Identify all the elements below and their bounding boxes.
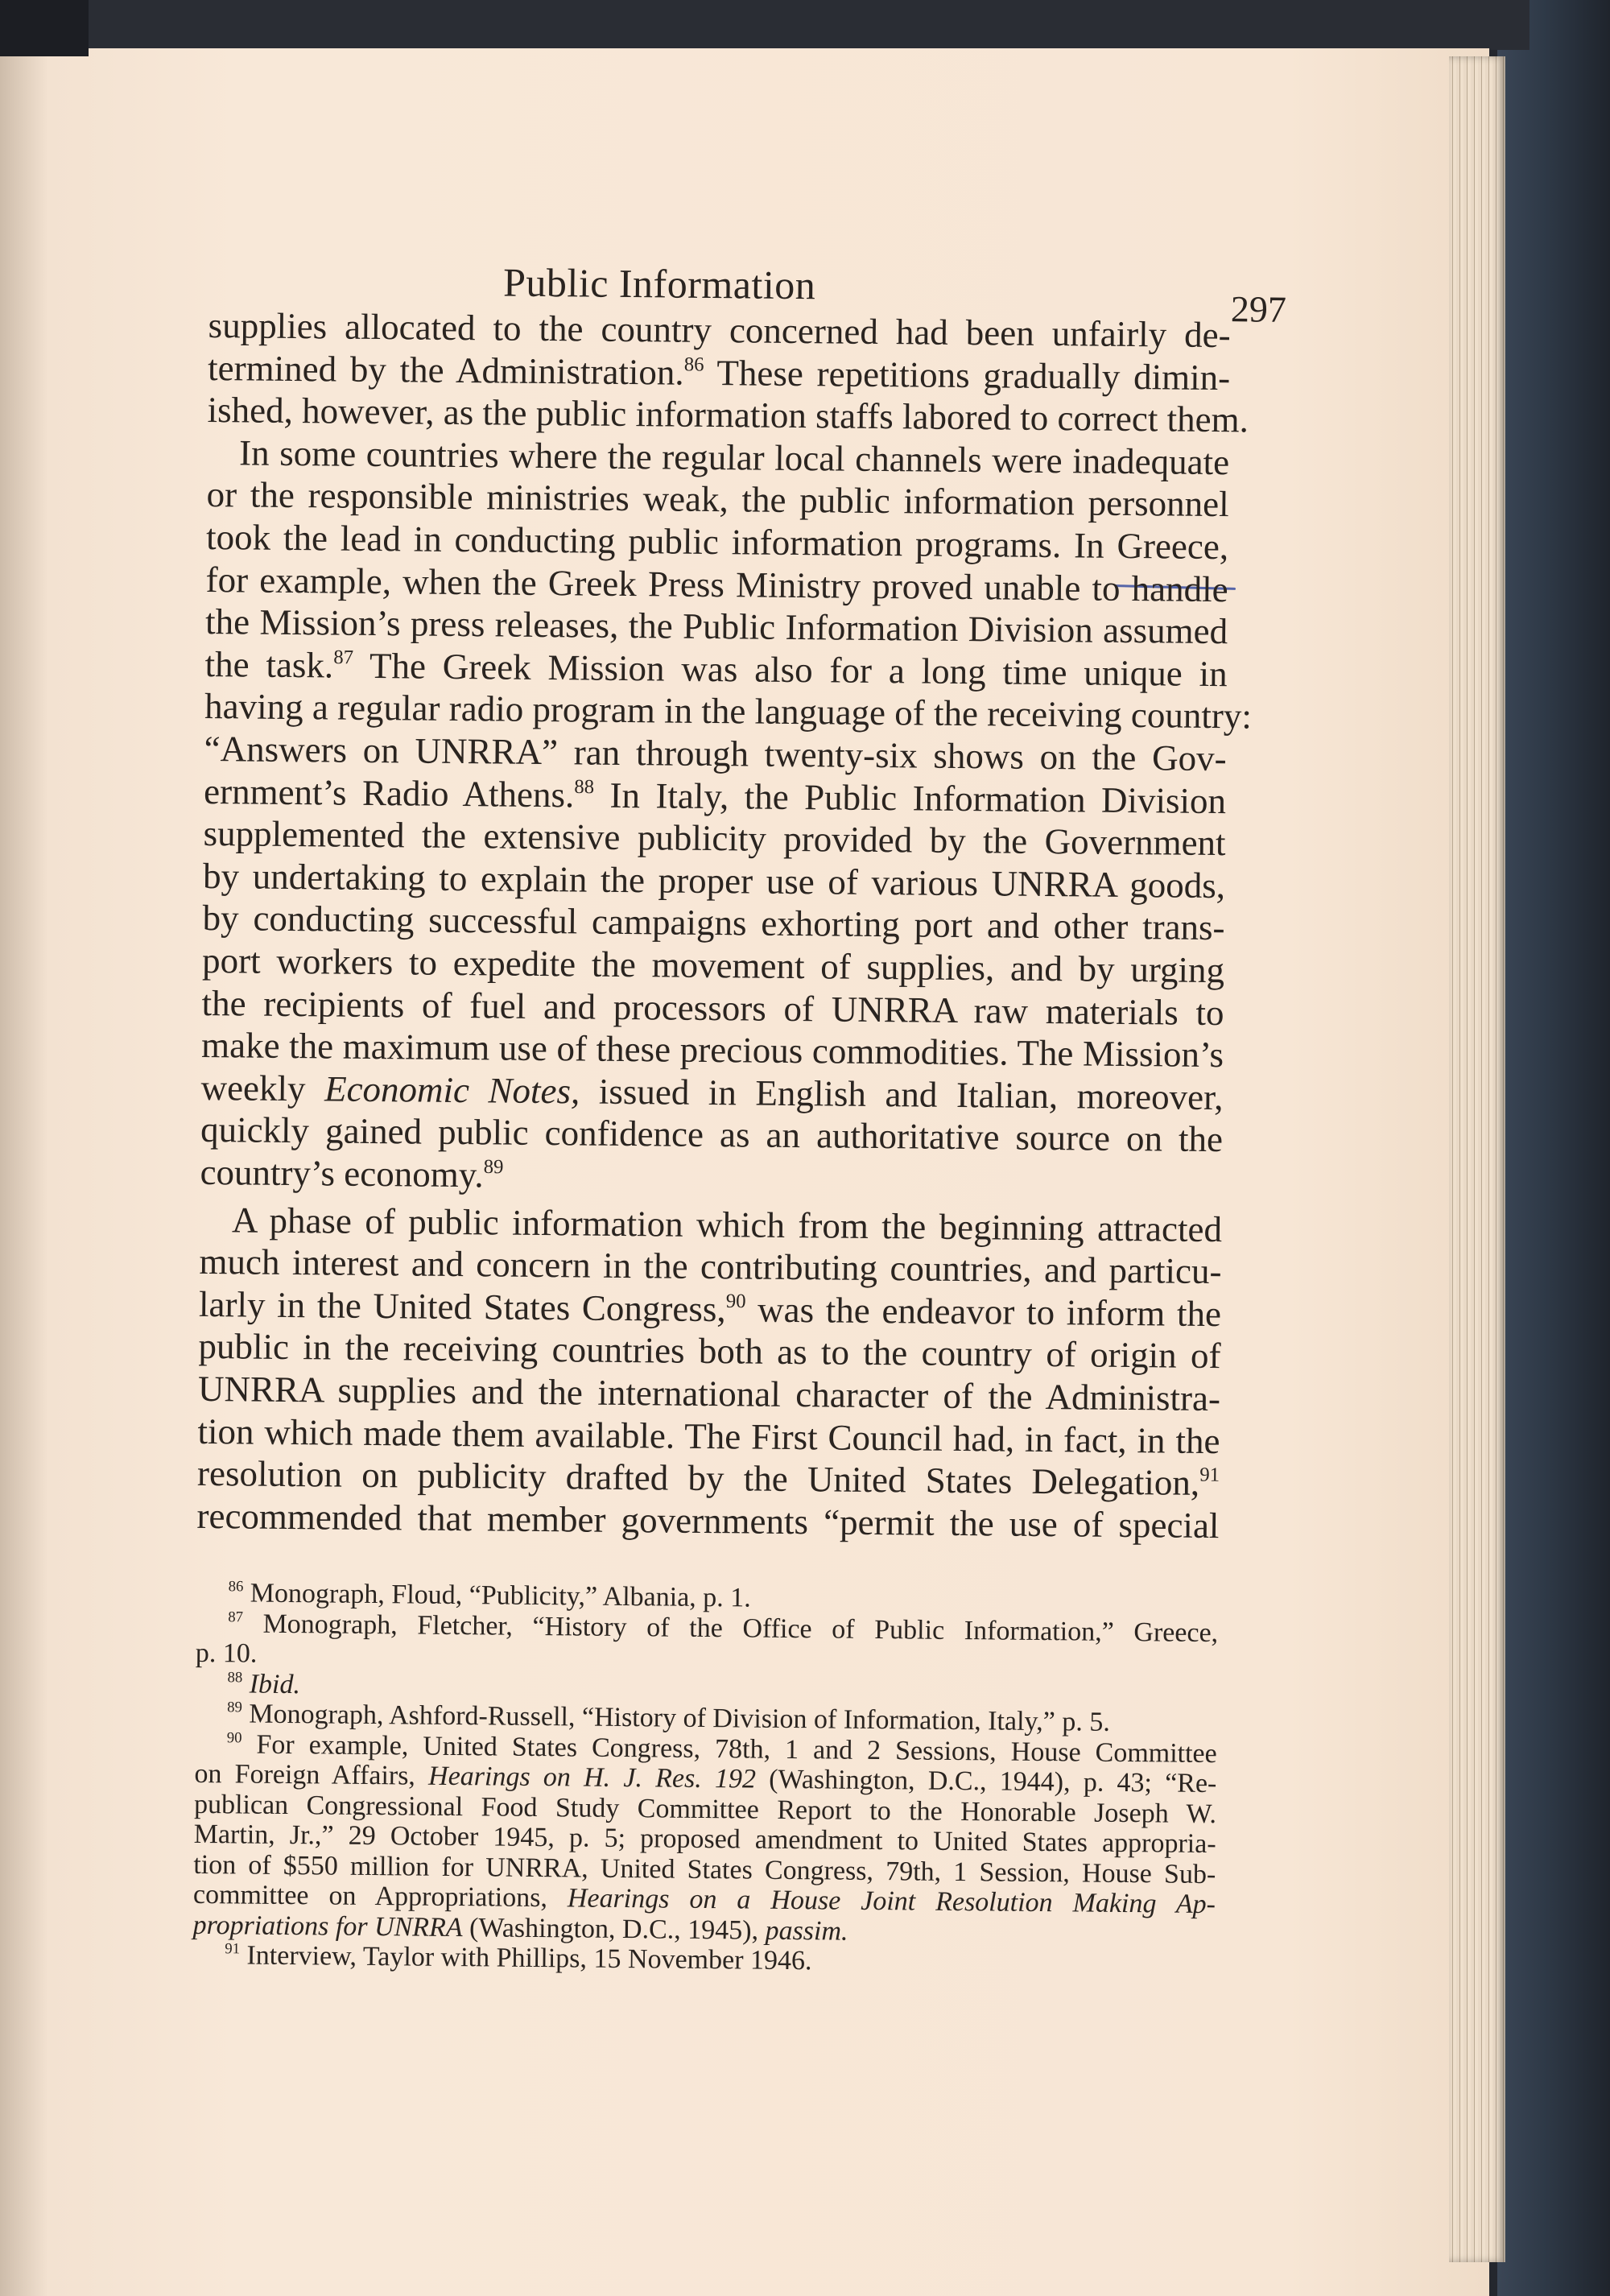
text-run: Monograph, Ashford-Russell, “History of Division of Information, Italy,” p. 5. xyxy=(242,1699,1111,1737)
text-run: on Foreign Affairs, xyxy=(194,1758,429,1791)
text-run: quickly gained public confidence as an authoritative source on the xyxy=(200,1109,1224,1160)
text-run: much interest and concern in the contributing countries, and particu- xyxy=(199,1241,1222,1292)
text-run: recommended that member governments “permit the use of special xyxy=(196,1495,1220,1546)
page-text xyxy=(192,48,1287,1976)
text-run: resolution on publicity drafted by the United States Delegation, xyxy=(196,1453,1200,1504)
text-run: committee on Appropriations, xyxy=(192,1879,568,1914)
text-run: took the lead in conducting public information programs. In Greece, xyxy=(205,516,1229,568)
text-run: the Mission’s press releases, the Public Information Division assumed xyxy=(204,601,1228,652)
text-run: supplies allocated to the country concerned had been unfairly de- xyxy=(208,304,1231,356)
scan-background xyxy=(80,0,1530,50)
text-run: Economic Notes, xyxy=(324,1068,580,1112)
text-run: public in the receiving countries both as to the country of origin of xyxy=(198,1326,1221,1377)
footnote-ref: 86 xyxy=(228,1578,244,1596)
footnote-ref: 87 xyxy=(333,646,354,669)
running-head: Public Information xyxy=(502,259,816,308)
text-run: larly in the United States Congress, xyxy=(198,1283,726,1330)
footnote-ref: 88 xyxy=(227,1668,243,1686)
text-run: In Italy, the Public Information Division xyxy=(593,774,1227,821)
body-line xyxy=(200,1151,1222,1203)
footnote-ref: 91 xyxy=(1199,1464,1220,1486)
page-edges xyxy=(1449,56,1505,2262)
text-run: p. 10. xyxy=(195,1637,258,1669)
text-run: by undertaking to explain the proper use of various UNRRA goods, xyxy=(202,855,1226,906)
scan-corner xyxy=(0,0,89,56)
text-run: supplemented the extensive publicity provided by the Government xyxy=(203,813,1226,864)
text-run: termined by the Administration. xyxy=(207,347,684,393)
text-run: A phase of public information which from the beginning attracted xyxy=(231,1199,1223,1249)
text-run: ernment’s Radio Athens. xyxy=(203,770,575,815)
text-run: country’s economy. xyxy=(200,1151,484,1195)
text-run: Interview, Taylor with Phillips, 15 November 1946. xyxy=(239,1940,812,1976)
body-line xyxy=(196,1495,1219,1546)
footnote-ref: 88 xyxy=(574,775,595,798)
text-run: port workers to expedite the movement of supplies, and by urging xyxy=(201,939,1225,991)
text-run: having a regular radio program in the language of the receiving country: xyxy=(204,686,1253,737)
text-run: was the endeavor to inform the xyxy=(745,1289,1222,1334)
text-run: These repetitions gradually dimin- xyxy=(704,352,1231,398)
page-number: 297 xyxy=(1230,288,1287,330)
book-cover xyxy=(1497,0,1610,2296)
text-run: publican Congressional Food Study Committee Report to the Honorable Joseph W. xyxy=(193,1789,1217,1829)
text-run: by conducting successful campaigns exhorting port and other trans- xyxy=(202,898,1225,948)
footnote-ref: 89 xyxy=(483,1156,504,1179)
text-run: Martin, Jr.,” 29 October 1945, p. 5; proposed amendment to United States appropria- xyxy=(193,1819,1216,1860)
footnote-ref: 86 xyxy=(683,353,704,376)
text-run: (Washington, D.C., 1944), p. 43; “Re- xyxy=(755,1764,1217,1799)
footnote-ref: 87 xyxy=(228,1608,244,1625)
text-run: weekly xyxy=(200,1067,325,1109)
text-run: “Answers on UNRRA” ran through twenty-six shows on the Gov- xyxy=(204,728,1227,779)
text-run: make the maximum use of these precious commodities. The Mission’s xyxy=(200,1025,1224,1076)
text-run: Hearings on H. J. Res. 192 xyxy=(427,1761,757,1794)
text-run: or the responsible ministries weak, the public information personnel xyxy=(206,474,1229,525)
text-run: In some countries where the regular local channels were inadequate xyxy=(238,432,1230,482)
text-run: the recipients of fuel and processors of UNRRA raw materials to xyxy=(201,982,1224,1033)
text-run: Ibid. xyxy=(249,1669,301,1699)
text-run: (Washington, D.C., 1945), xyxy=(462,1912,766,1946)
text-run: issued in English and Italian, moreover, xyxy=(580,1071,1224,1117)
text-run: tion of $550 million for UNRRA, United States Congress, 79th, 1 Session, House Sub- xyxy=(193,1849,1216,1889)
text-run: Hearings on a House Joint Resolution Making Ap- xyxy=(567,1883,1216,1920)
footnote-ref: 91 xyxy=(225,1940,241,1958)
text-run: The Greek Mission was also for a long time unique in xyxy=(353,645,1228,694)
text-run: passim. xyxy=(765,1915,848,1947)
text-run: Monograph, Floud, “Publicity,” Albania, p. 1. xyxy=(243,1578,751,1613)
book-page xyxy=(0,48,1489,2296)
text-run: UNRRA supplies and the international character of the Administra- xyxy=(197,1368,1221,1419)
body-text xyxy=(196,48,1253,1546)
text-run: the task. xyxy=(204,643,334,686)
text-run: Monograph, Fletcher, “History of the Office of Public Information,” Greece, xyxy=(242,1608,1219,1648)
text-run: for example, when the Greek Press Ministry proved unable to handle xyxy=(205,559,1228,609)
footnote-ref: 90 xyxy=(725,1290,746,1312)
text-run: tion which made them available. The First Council had, in fact, in the xyxy=(197,1410,1220,1461)
text-run: For example, United States Congress, 78th, 1 and 2 Sessions, House Committee xyxy=(242,1728,1217,1769)
footnote-ref: 90 xyxy=(226,1728,242,1746)
footnote-ref: 89 xyxy=(227,1699,243,1716)
text-run: ished, however, as the public information staffs labored to correct them. xyxy=(207,390,1249,440)
text-run: propriations for UNRRA xyxy=(192,1910,463,1943)
